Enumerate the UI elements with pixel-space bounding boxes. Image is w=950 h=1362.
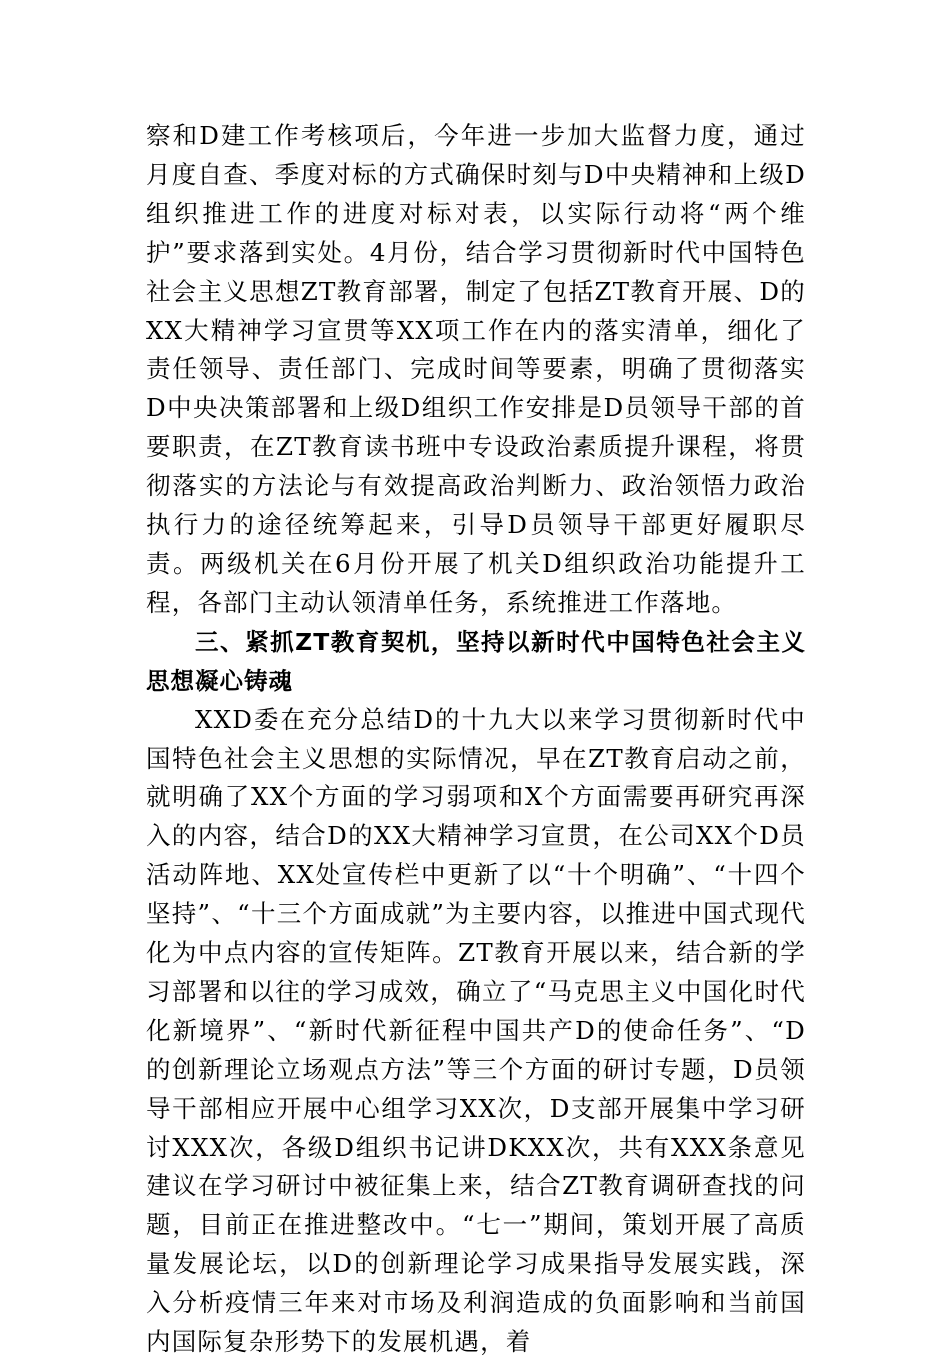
section-heading: 三、紧抓ZT教育契机，坚持以新时代中国特色社会主义思想凝心铸魂 [146, 627, 806, 695]
document-body [146, 117, 806, 1362]
body-paragraph-continued: 察和D建工作考核项后，今年进一步加大监督力度，通过月度自查、季度对标的方式确保时刻与D中央精神和上级D组织推进工作的进度对标对表，以实际行动将“两个维护”要求落到实处。4月份，结合学习贯彻新时代中国特色社会主义思想ZT教育部署，制定了包括ZT教育开展、D的XX大精神学习宣贯等XX项工作在内的落实清单，细化了责任领导、责任部门、完成时间等要素，明确了贯彻落实D中央决策部署和上级D组织工作安排是D员领导干部的首要职责，在ZT教育读书班中专设政治素质提升课程，将贯彻落实的方法论与有效提高政治判断力、政治领悟力政治执行力的途径统筹起来，引导D员领导干部更好履职尽责。两级机关在6月份开展了机关D组织政治功能提升工程，各部门主动认领清单任务，系统推进工作落地。 [146, 121, 806, 617]
body-paragraph-main: XXD委在充分总结D的十九大以来学习贯彻新时代中国特色社会主义思想的实际情况，早在ZT教育启动之前，就明确了XX个方面的学习弱项和X个方面需要再研究再深入的内容，结合D的XX大精神学习宣贯，在公司XX个D员活动阵地、XX处宣传栏中更新了以“十个明确”、“十四个坚持”、“十三个方面成就”为主要内容，以推进中国式现代化为中点内容的宣传矩阵。ZT教育开展以来，结合新的学习部署和以往的学习成效，确立了“马克思主义中国化时代化新境界”、“新时代新征程中国共产D的使命任务”、“D的创新理论立场观点方法”等三个方面的研讨专题，D员领导干部相应开展中心组学习XX次，D支部开展集中学习研讨XXX次，各级D组织书记讲DKXX次，共有XXX条意见建议在学习研讨中被征集上来，结合ZT教育调研查找的问题，目前正在推进整改中。“七一”期间，策划开展了高质量发展论坛，以D的创新理论学习成果指导发展实践，深入分析疫情三年来对市场及利润造成的负面影响和当前国内国际复杂形势下的发展机遇，着 [146, 704, 806, 1357]
